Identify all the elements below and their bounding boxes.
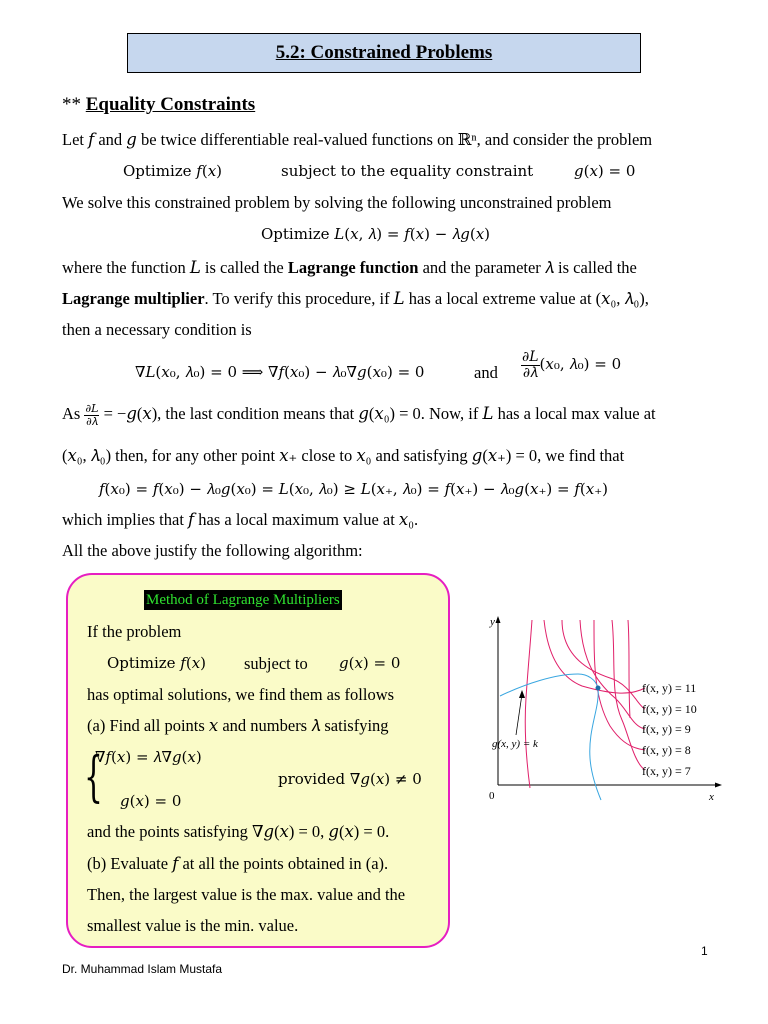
origin-label: 0 <box>489 790 495 802</box>
system-eq-1: ∇𝑓(𝑥) = 𝜆∇𝑔(𝑥) <box>95 748 202 766</box>
frac-denominator: ∂𝜆 <box>86 414 98 428</box>
paragraph-intro: Let 𝑓 and 𝑔 be twice differentiable real-valued functions on ℝⁿ, and consider the problem <box>62 130 653 149</box>
page-title: 5.2: Constrained Problems <box>275 42 493 63</box>
text-span: = −𝑔(𝑥), the last condition means that 𝑔(𝑥₀) = 0. Now, if 𝐿 has a local max value at <box>103 403 656 423</box>
level-curve-8 <box>580 620 645 729</box>
eq3-and: and <box>474 363 498 382</box>
method-line-7: Then, the largest value is the max. value and the <box>87 885 406 904</box>
constraint-label: g(x, y) = k <box>492 738 538 750</box>
method-line-3: has optimal solutions, we find them as follows <box>87 685 395 704</box>
level-label: f(x, y) = 11 <box>642 681 697 695</box>
term-lagrange-function: Lagrange function <box>287 258 419 277</box>
text-span: . To verify this procedure, if 𝐿 has a local extreme value at (𝑥₀, 𝜆₀), <box>204 289 649 308</box>
eq4: 𝑓(𝑥₀) = 𝑓(𝑥₀) − 𝜆₀𝑔(𝑥₀) = 𝐿(𝑥₀, 𝜆₀) ≥ 𝐿(𝑥₊, 𝜆₀) = 𝑓(𝑥₊) − 𝜆₀𝑔(𝑥₊) = 𝑓(𝑥₊) <box>99 480 608 498</box>
system-eq-2: 𝑔(𝑥) = 0 <box>120 792 182 810</box>
title-box <box>127 33 641 73</box>
method-line-5: and the points satisfying ∇𝑔(𝑥) = 0, 𝑔(𝑥) = 0. <box>87 822 390 841</box>
method-line-8: smallest value is the min. value. <box>87 916 299 935</box>
term-lagrange-multiplier: Lagrange multiplier <box>62 289 205 308</box>
system-provided: provided ∇𝑔(𝑥) ≠ 0 <box>278 770 422 788</box>
paragraph-algorithm: All the above justify the following algorithm: <box>62 541 363 560</box>
level-curve-9 <box>562 620 645 709</box>
level-label: f(x, y) = 7 <box>642 764 691 778</box>
heading-prefix: ** <box>62 94 81 115</box>
method-step-a: (a) Find all points 𝑥 and numbers 𝜆 satisfying <box>87 716 389 735</box>
text-span: As <box>62 403 81 423</box>
eq3-left: ∇𝐿(𝑥₀, 𝜆₀) = 0 ⟹ ∇𝑓(𝑥₀) − 𝜆₀∇𝑔(𝑥₀) = 0 <box>135 363 425 381</box>
level-curves <box>525 620 645 788</box>
y-axis-label: y <box>490 616 495 628</box>
tangent-point <box>596 686 601 691</box>
level-label: f(x, y) = 10 <box>642 702 697 716</box>
pointer-arrowhead <box>519 690 525 698</box>
level-curve-figure <box>470 608 730 833</box>
paragraph-as-1 <box>62 403 656 427</box>
eq1-mid: subject to the equality constraint <box>281 162 534 180</box>
constraint-curve <box>500 674 601 800</box>
page-number: 1 <box>701 944 708 958</box>
x-axis-arrow <box>715 783 722 788</box>
eq1-left: Optimize 𝑓(𝑥) <box>123 162 223 180</box>
x-axis-label: x <box>709 791 714 803</box>
method-title: Method of Lagrange Multipliers <box>146 592 340 608</box>
level-label: f(x, y) = 8 <box>642 743 691 757</box>
author-footer: Dr. Muhammad Islam Mustafa <box>62 962 223 976</box>
level-label: f(x, y) = 9 <box>642 722 691 736</box>
constraint-pointer <box>516 694 522 735</box>
system-brace: { <box>84 745 103 808</box>
text-span: and the parameter 𝜆 is called the <box>418 258 637 277</box>
paragraph-as-2: (𝑥₀, 𝜆₀) then, for any other point 𝑥₊ close to 𝑥₀ and satisfying 𝑔(𝑥₊) = 0, we find that <box>62 446 625 465</box>
eq1-right: 𝑔(𝑥) = 0 <box>574 162 636 180</box>
paragraph-unconstrained: We solve this constrained problem by solving the following unconstrained problem <box>62 193 612 212</box>
frac-numerator: ∂𝐿 <box>85 402 99 415</box>
frac-denominator: ∂𝜆 <box>522 364 538 381</box>
eq3-right: (𝑥₀, 𝜆₀) = 0 <box>539 355 622 374</box>
heading-text: Equality Constraints <box>85 94 256 115</box>
eq3-derivative <box>521 350 621 380</box>
method-constraint: 𝑔(𝑥) = 0 <box>339 654 401 672</box>
section-heading <box>62 94 255 116</box>
paragraph-lagrange-2 <box>62 289 649 309</box>
method-line-1: If the problem <box>87 622 182 641</box>
paragraph-lagrange-1 <box>62 258 637 278</box>
level-curve-5 <box>628 620 630 718</box>
frac-numerator: ∂𝐿 <box>522 349 539 365</box>
method-step-b: (b) Evaluate 𝑓 at all the points obtained in (a). <box>87 854 389 873</box>
method-optimize: Optimize 𝑓(𝑥) <box>107 654 207 672</box>
text-span: where the function 𝐿 is called the <box>62 258 288 277</box>
paragraph-lagrange-3: then a necessary condition is <box>62 320 252 339</box>
level-curve-11 <box>525 620 532 788</box>
eq2: Optimize 𝐿(𝑥, 𝜆) = 𝑓(𝑥) − 𝜆𝑔(𝑥) <box>261 225 491 243</box>
paragraph-conclusion: which implies that 𝑓 has a local maximum value at 𝑥₀. <box>62 510 419 529</box>
method-subject-to: subject to <box>244 654 308 673</box>
y-axis-arrow <box>496 616 501 623</box>
